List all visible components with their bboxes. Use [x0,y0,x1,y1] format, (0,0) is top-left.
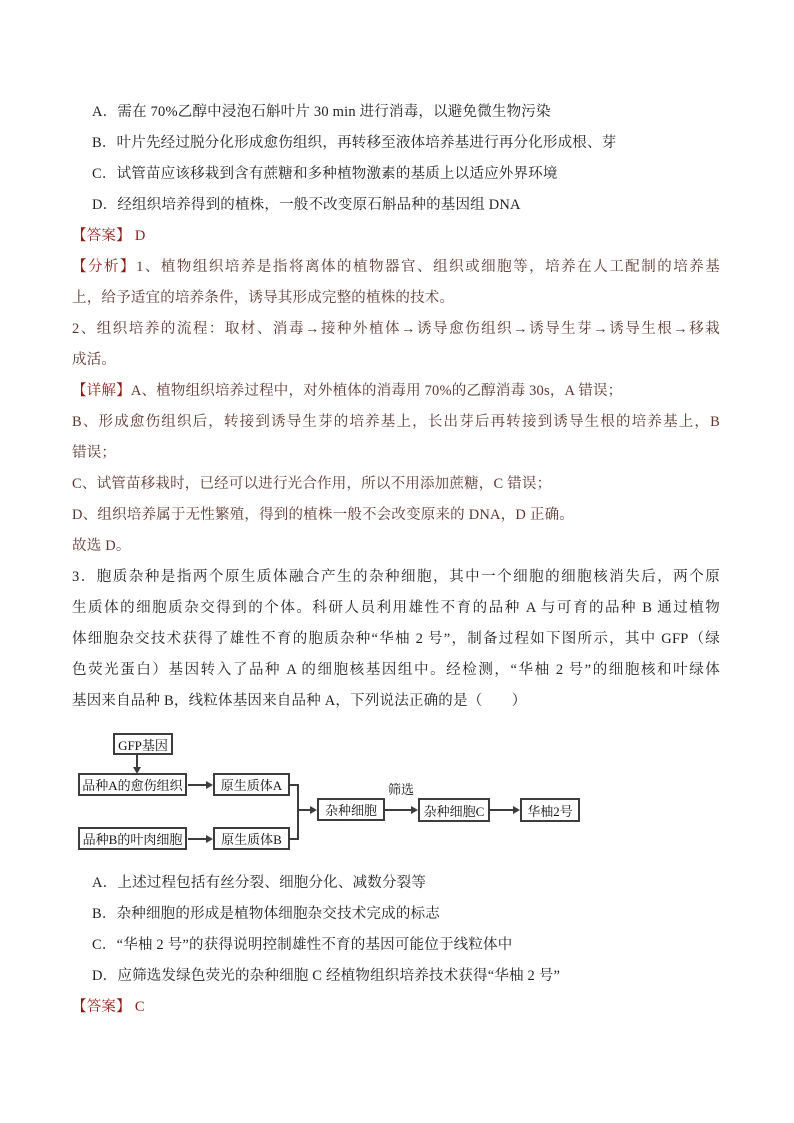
q2-detail-line-2: B、形成愈伤组织后，转接到诱导生芽的培养基上，长出芽后再转接到诱导生根的培养基上，B [72,414,720,430]
q3-stem-line-1: 3．胞质杂种是指两个原生质体融合产生的杂种细胞，其中一个细胞的细胞核消失后，两个原 [72,569,720,585]
node-callus-a: 品种A的愈伤组织 [78,773,187,796]
q3-answer-line [72,992,720,1023]
analysis-label: 【分析】 [72,259,137,275]
q2-conclusion-line: 故选 D。 [72,538,131,554]
answer-value: D [134,228,146,244]
node-gfp-gene: GFP基因 [113,733,173,755]
node-leaf-cell-b: 品种B的叶肉细胞 [78,827,187,850]
q3-option-a: A．上述过程包括有丝分裂、细胞分化、减数分裂等 [92,875,427,891]
q3-option-b: B．杂种细胞的形成是植物体细胞杂交技术完成的标志 [92,906,440,922]
detail-text: A、植物组织培养过程中，对外植体的消毒用 70%的乙醇消毒 30s，A 错误； [130,383,623,399]
q3-option-c: C．“华柚 2 号”的获得说明控制雄性不育的基因可能位于线粒体中 [92,937,513,953]
q2-detail-line-4: C、试管苗移栽时，已经可以进行光合作用，所以不用添加蔗糖，C 错误； [72,476,552,492]
q2-analysis-line-1 [72,252,720,283]
q3-option-d: D．应筛选发绿色荧光的杂种细胞 C 经植物组织培养技术获得“华柚 2 号” [92,968,561,984]
answer-label: 【答案】 [72,999,131,1015]
q2-analysis-line-4: 成活。 [72,352,117,368]
q2-option-b: B．叶片先经过脱分化形成愈伤组织，再转移至液体培养基进行再分化形成根、芽 [92,135,617,151]
document-body [72,97,720,1023]
node-hybrid-cell-c: 杂种细胞C [418,798,490,822]
node-protoplast-a: 原生质体A [213,773,290,796]
q3-stem-line-2: 生质体的细胞质杂交得到的个体。科研人员利用雄性不育的品种 A 与可育的品种 B 通过植物 [72,600,720,616]
node-hybrid-cell: 杂种细胞 [317,798,385,821]
q3-stem-line-3: 体细胞杂交技术获得了雄性不育的胞质杂种“华柚 2 号”，制备过程如下图所示，其中 GFP（绿 [72,631,720,647]
detail-label: 【详解】 [72,383,131,399]
q3-stem-line-5: 基因来自品种 B，线粒体基因来自品种 A，下列说法正确的是（ ） [72,693,527,709]
q2-option-c: C．试管苗应该移栽到含有蔗糖和多种植物激素的基质上以适应外界环境 [92,166,558,182]
node-protoplast-b: 原生质体B [213,827,290,850]
analysis-text: 1、植物组织培养是指将离体的植物器官、组织或细胞等，培养在人工配制的培养基 [136,259,720,275]
q2-answer-line [72,221,720,252]
q2-detail-line-1 [72,376,720,407]
answer-value: C [134,999,145,1015]
q2-option-d: D．经组织培养得到的植株，一般不改变原石斛品种的基因组 DNA [92,197,521,213]
diagram-spacer [72,717,720,868]
q2-option-a: A．需在 70%乙醇中浸泡石斛叶片 30 min 进行消毒，以避免微生物污染 [92,104,551,120]
screening-label: 筛选 [388,782,415,797]
q2-detail-line-3: 错误； [72,445,117,461]
q2-detail-line-5: D、组织培养属于无性繁殖，得到的植株一般不会改变原来的 DNA，D 正确。 [72,507,575,523]
node-huayou-2: 华柚2号 [520,798,580,822]
q2-analysis-line-2: 上，给予适宜的培养条件，诱导其形成完整的植株的技术。 [72,290,455,306]
q2-analysis-line-3: 2、组织培养的流程：取材、消毒→接种外植体→诱导愈伤组织→诱导生芽→诱导生根→移栽 [72,321,720,337]
q3-stem-line-4: 色荧光蛋白）基因转入了品种 A 的细胞核基因组中。经检测，“华柚 2 号”的细胞核和叶绿体 [72,662,720,678]
answer-label: 【答案】 [72,228,131,244]
